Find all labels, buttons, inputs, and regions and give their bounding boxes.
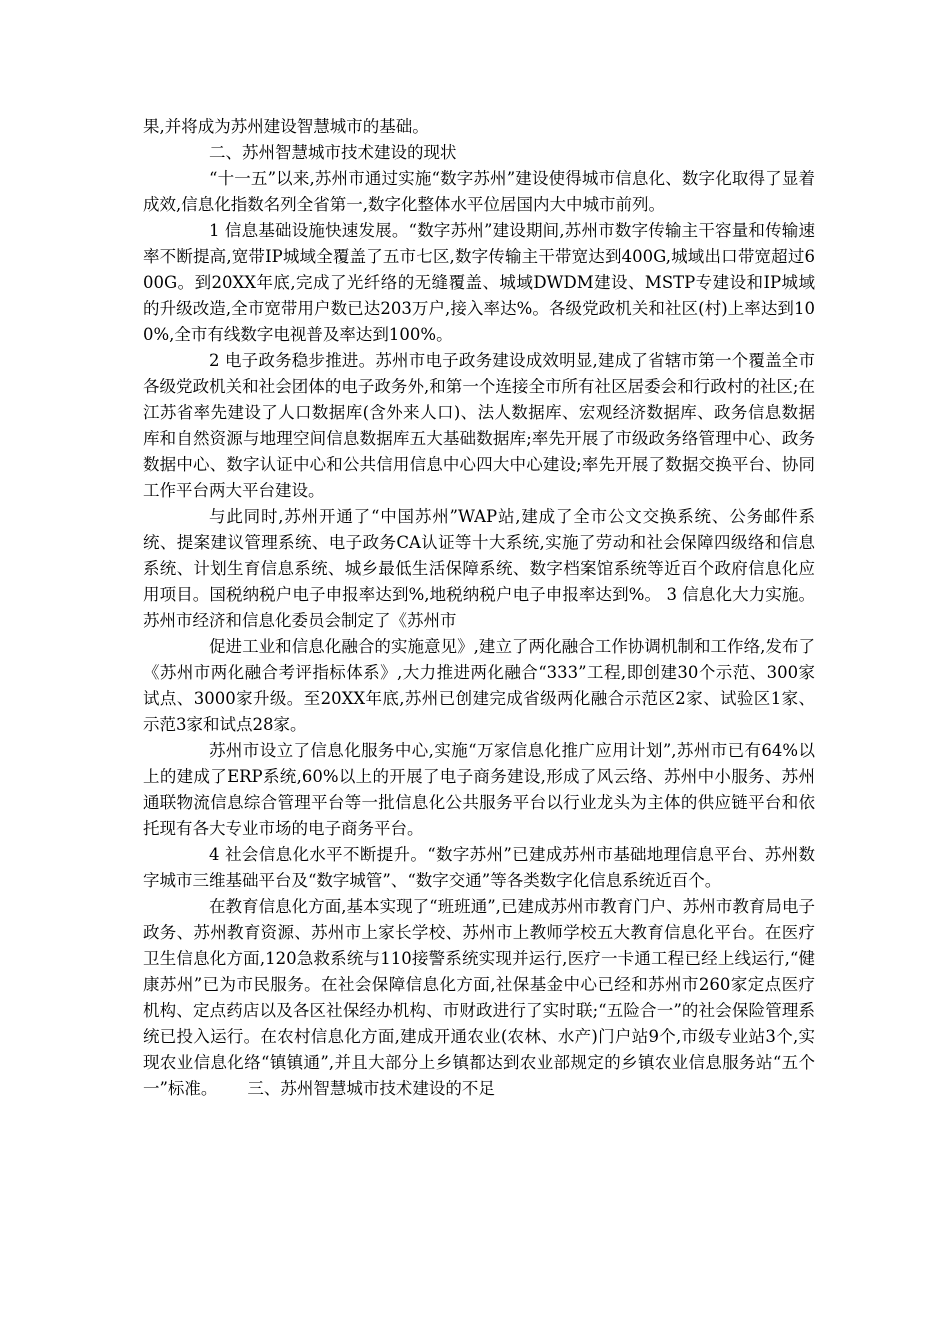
paragraph-systems: 与此同时,苏州开通了“中国苏州”WAP站,建成了全市公文交换系统、公务邮件系统、提案建议管理系统、电子政务CA认证等十大系统,实施了劳动和社会保障四级络和信息系统、计划生育信息系统、城乡最低生活保障系统、数字档案馆系统等近百个政府信息化应用项目。国税纳税户电子申报率达到%,地税纳税户电子申报率达到%。 3 信息化大力实施。苏州市经济和信息化委员会制定了《苏州市 bbox=[143, 507, 815, 630]
paragraph-service-center: 苏州市设立了信息化服务中心,实施“万家信息化推广应用计划”,苏州市已有64%以上的建成了ERP系统,60%以上的开展了电子商务建设,形成了风云络、苏州中小服务、苏州通联物流信息综合管理平台等一批信息化公共服务平台以行业龙头为主体的供应链平台和依托现有各大专业市场的电子商务平台。 bbox=[143, 741, 815, 838]
paragraph-overview: “十一五”以来,苏州市通过实施“数字苏州”建设使得城市信息化、数字化取得了显着成效,信息化指数名列全省第一,数字化整体水平位居国内大中城市前列。 bbox=[143, 169, 815, 214]
paragraph-e-government: 2 电子政务稳步推进。苏州市电子政务建设成效明显,建成了省辖市第一个覆盖全市各级党政机关和社会团体的电子政务外,和第一个连接全市所有社区居委会和行政村的社区;在江苏省率先建设了人口数据库(含外来人口)、法人数据库、宏观经济数据库、政务信息数据库和自然资源与地理空间信息数据库五大基础数据库;率先开展了市级政务络管理中心、政务数据中心、数字认证中心和公共信用信息中心四大中心建设;率先开展了数据交换平台、协同工作平台两大平台建设。 bbox=[143, 351, 815, 500]
paragraph-industrialization: 促进工业和信息化融合的实施意见》,建立了两化融合工作协调机制和工作络,发布了《苏州市两化融合考评指标体系》,大力推进两化融合“333”工程,即创建30个示范、300家试点、3000家升级。至20XX年底,苏州已创建完成省级两化融合示范区2家、试验区1家、示范3家和试点28家。 bbox=[143, 637, 815, 734]
paragraph-infrastructure: 1 信息基础设施快速发展。“数字苏州”建设期间,苏州市数字传输主干容量和传输速率不断提高,宽带IP城域全覆盖了五市七区,数字传输主干带宽达到400G,城域出口带宽超过600G。到20XX年底,完成了光纤络的无缝覆盖、城域DWDM建设、MSTP专建设和IP城域的升级改造,全市宽带用户数已达203万户,接入率达%。各级党政机关和社区(村)上率达到100%,全市有线数字电视普及率达到100%。 bbox=[143, 221, 815, 344]
paragraph-social-info: 4 社会信息化水平不断提升。“数字苏州”已建成苏州市基础地理信息平台、苏州数字城市三维基础平台及“数字城管”、“数字交通”等各类数字化信息系统近百个。 bbox=[143, 845, 815, 890]
paragraph-intro-tail: 果,并将成为苏州建设智慧城市的基础。 bbox=[143, 117, 429, 136]
paragraph-education-health: 在教育信息化方面,基本实现了“班班通”,已建成苏州市教育门户、苏州市教育局电子政务、苏州教育资源、苏州市上家长学校、苏州市上教师学校五大教育信息化平台。在医疗卫生信息化方面,120急救系统与110接警系统实现并运行,医疗一卡通工程已经上线运行,“健康苏州”已为市民服务。在社会保障信息化方面,社保基金中心已经和苏州市260家定点医疗机构、定点药店以及各区社保经办机构、市财政进行了实时联;“五险合一”的社会保险管理系统已投入运行。在农村信息化方面,建成开通农业(农林、水产)门户站9个,市级专业站3个,实现农业信息化络“镇镇通”,并且大部分上乡镇都达到农业部规定的乡镇农业信息服务站“五个一”标准。 三、苏州智慧城市技术建设的不足 bbox=[143, 897, 815, 1098]
section-heading-2: 二、苏州智慧城市技术建设的现状 bbox=[209, 143, 457, 162]
